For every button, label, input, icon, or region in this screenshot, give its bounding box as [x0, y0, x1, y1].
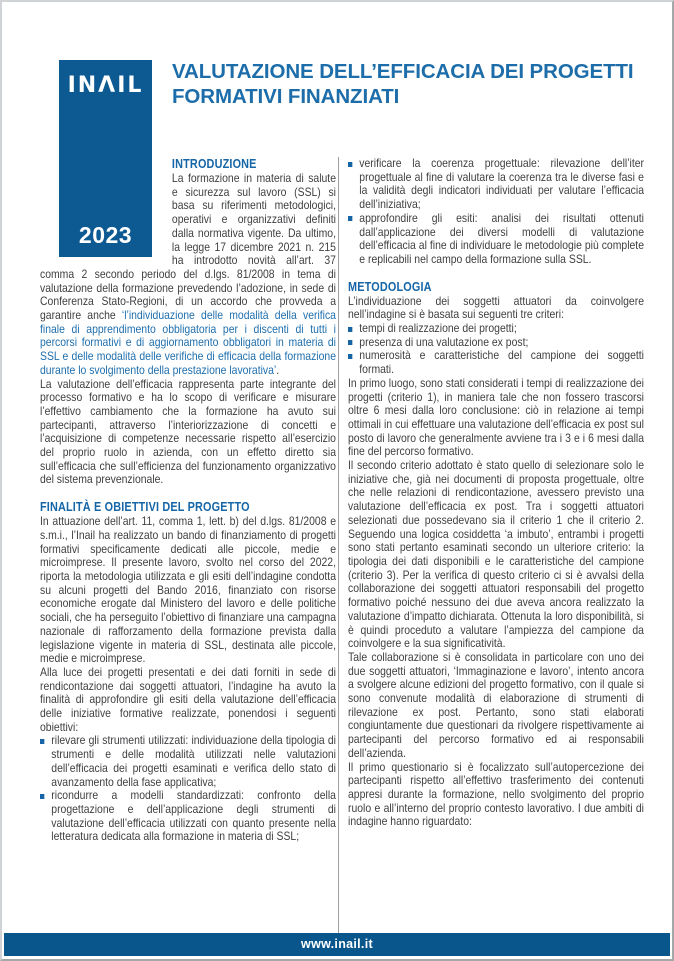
list-item	[348, 212, 644, 267]
page-title: VALUTAZIONE DELL’EFFICACIA DEI PROGETTI FORMATIVI FINANZIATI	[172, 60, 634, 108]
list-item	[40, 734, 336, 789]
year-badge: 2023	[78, 222, 133, 248]
paragraph-introduzione-2: La valutazione dell’efficacia rappresenta parte integrante del processo formativo e ha lo scopo di verificare e misurare l’effettivo cambiamento che la formazione ha avuto sui partecipanti, attraverso l’interiorizzazione di concetti e l’acquisizione di competenze necessarie rispetto all’esercizio del proprio ruolo in azienda, con un effetto diretto sia sull’efficacia che sull’efficienza del funzionamento organizzativo del sistema prevenzionale.	[40, 376, 336, 487]
paragraph-metodologia-3: Tale collaborazione si è consolidata in particolare con uno dei due soggetti attuatori, ‘Immaginazione e lavoro’, intento ancora a svolgere alcune edizioni del progetto formativo, con il quale si sono convenute modalità di elaborazione di strumenti di rilevazione ex post. Pertanto, sono stati elaborati congiuntamente due questionari da rivolgere rispettivamente ai partecipanti del percorso formativo ed ai responsabili dell’azienda.	[348, 649, 644, 760]
list-item-text: presenza di una valutazione ex post;	[359, 334, 529, 349]
list-item-text: rilevare gli strumenti utilizzati: individuazione della tipologia di strumenti e delle modalità utilizzati nelle valutazioni dell’efficacia dei progetti esaminati e verifica dello stato di avanzamento della fase applicativa;	[51, 733, 336, 789]
section-heading-metodologia: METODOLOGIA	[348, 279, 432, 294]
bullet-square-icon	[40, 734, 51, 789]
section-heading-finalita: FINALITÀ E OBIETTIVI DEL PROGETTO	[40, 500, 250, 515]
bullet-square-icon	[40, 789, 51, 844]
footer-url-link[interactable]: www.inail.it	[301, 937, 373, 951]
inail-logo: INΛIL	[67, 73, 144, 98]
list-item	[348, 336, 644, 350]
paragraph-finalita-2: Alla luce dei progetti presentati e dei dati forniti in sede di rendicontazione dai soggetti attuatori, l’indagine ha avuto la finalità di approfondire gli esiti della valutazione dell’efficacia delle iniziative formative realizzate, ponendosi i seguenti obiettivi:	[40, 664, 336, 734]
bullet-square-icon	[348, 322, 359, 336]
paragraph-metodologia-4: Il primo questionario si è focalizzato sull’autopercezione dei partecipanti rispetto all’effettivo trasferimento dei contenuti appresi durante la formazione, nello svolgimento del proprio ruolo e all’interno del proprio contesto lavorativo. I due ambiti di indagine hanno riguardato:	[348, 759, 644, 829]
bullet-square-icon	[348, 157, 359, 212]
legal-quote-text: ‘l’individuazione delle modalità della verifica finale di apprendimento obbligatoria per i discenti di tutti i percorsi formativi e di aggiornamento obbligatori in materia di SSL e delle modalità delle verifiche di efficacia della formazione durante lo svolgimento della prestazione lavorativa’	[40, 308, 336, 377]
list-item	[348, 349, 644, 376]
paragraph-finalita-1: In attuazione dell’art. 11, comma 1, lett. b) del d.lgs. 81/2008 e s.m.i., l’Inail ha realizzato un bando di finanziamento di progetti formativi specificamente dedicati alle piccole, medie e microimprese. Il presente lavoro, svolto nel corso del 2022, riporta la metodologia utilizzata e gli esiti dell’indagine condotta su alcuni progetti del Bando 2016, finanziato con risorse economiche erogate dal Ministero del lavoro e delle politiche sociali, che ha perseguito l’obiettivo di finanziare una campagna nazionale di rafforzamento della formazione prevista dalla legislazione vigente in materia di SSL, destinata alle piccole, medie e microimprese.	[40, 514, 336, 666]
list-item-text: numerosità e caratteristiche del campione dei soggetti formati.	[359, 348, 644, 377]
list-item	[348, 157, 644, 212]
brand-box-wrap-spacer	[40, 157, 172, 261]
list-item-text: ricondurre a modelli standardizzati: confronto della progettazione e dell’applicazione degli strumenti di valutazione dell’efficacia utilizzati con quanto presente nella letteratura dedicata alla formazione in materia di SSL;	[51, 788, 336, 844]
paragraph-metodologia-1: In primo luogo, sono stati considerati i tempi di realizzazione dei progetti (criterio 1), in maniera tale che non fossero trascorsi oltre 6 mesi dalla loro conclusione: ciò in relazione ai tempi ottimali in cui effettuare una valutazione dell’efficacia ex post sul posto di lavoro che generalmente avviene tra i 3 e i 6 mesi dalla fine del percorso formativo.	[348, 375, 644, 459]
section-heading-introduzione: INTRODUZIONE	[171, 157, 257, 171]
bullet-square-icon	[348, 336, 359, 350]
list-item-text: approfondire gli esiti: analisi dei risultati ottenuti dall’applicazione dei diversi modelli di valutazione dell’efficacia al fine di individuare le metodologie più complete e replicabili nel campo della formazione sulla SSL.	[359, 210, 644, 266]
list-item-text: tempi di realizzazione dei progetti;	[359, 321, 517, 336]
paragraph-metodologia-intro: L’individuazione dei soggetti attuatori da coinvolgere nell’indagine si è basata sui seguenti tre criteri:	[348, 293, 644, 322]
left-column	[40, 157, 336, 844]
bullet-square-icon	[348, 349, 359, 376]
intro-text-start: La formazione in materia di salute e sicurezza sul lavoro (SSL) si basa su riferimenti metodologici, operativi e organizzativi definiti dalla normativa vigente. Da ultimo, la legge 17 dicembre 2021 n. 215 ha introdotto novità all’art. 37 comma 2 secondo periodo del d.lgs. 81/2008 in tema di valutazione della formazione prevedendo l’adozione, in sede di Conferenza Stato-Regioni, di un accordo che provveda a garantire anche	[40, 171, 336, 323]
list-item	[40, 789, 336, 844]
list-item-text: verificare la coerenza progettuale: rilevazione dell’iter progettuale al fine di valutare la coerenza tra le diverse fasi e la validità degli indicatori individuati per valutare l’efficacia dell’iniziativa;	[359, 156, 644, 212]
bullet-square-icon	[348, 212, 359, 267]
footer-bar	[4, 933, 670, 956]
paragraph-metodologia-2: Il secondo criterio adottato è stato quello di selezionare solo le iniziative che, già nei documenti di proposta progettuale, oltre che nelle relazioni di rendicontazione, avessero previsto una valutazione dell’efficacia ex post. Tra i soggetti attuatori selezionati due possedevano sia il criterio 1 che il criterio 2. Seguendo una logica cosiddetta ‘a imbuto’, entrambi i progetti sono stati pertanto esaminati secondo un ulteriore criterio: la tipologia dei dati disponibili e le caratteristiche del campione (criterio 3). Per la verifica di questo criterio ci si è avvalsi della collaborazione dei soggetti attuatori responsabili del progetto formativo poiché nessuno dei due aveva ancora realizzato la valutazione d’impatto dichiarata. Ottenuta la loro disponibilità, si è quindi proceduto a valutare l’ampiezza del campione da coinvolgere e la sua significatività.	[348, 458, 644, 651]
intro-text-end: .	[276, 362, 280, 377]
list-item	[348, 322, 644, 336]
right-column	[348, 157, 644, 829]
column-divider	[338, 157, 339, 933]
